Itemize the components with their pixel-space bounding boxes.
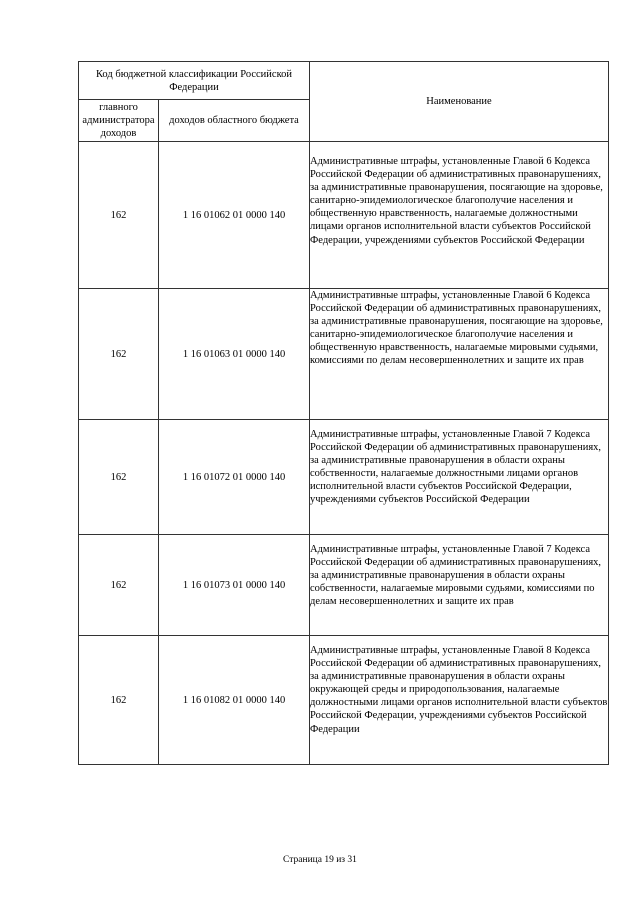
name-column-header: Наименование [310,62,609,142]
kbk-group-header: Код бюджетной классификации Российской Федерации [79,62,310,100]
income-code-cell: 1 16 01073 01 0000 140 [159,535,310,636]
admin-code-cell: 162 [79,420,159,535]
income-name-cell: Административные штрафы, установленные Главой 7 Кодекса Российской Федерации об административных правонарушениях, за административные правонарушения в области охраны собственности, налагаемые должностными лицами органов исполнительной власти субъектов Российской Федерации, учреждениями субъектов Российской Федерации [310,420,609,535]
income-name-cell: Административные штрафы, установленные Главой 6 Кодекса Российской Федерации об административных правонарушениях, за административные правонарушения, посягающие на здоровье, санитарно-эпидемиологическое благополучие населения и общественную нравственность, налагаемые должностными лицами органов исполнительной власти субъектов Российской Федерации, учреждениями субъектов Российской Федерации [310,142,609,289]
table-row [79,636,609,765]
income-code-cell: 1 16 01082 01 0000 140 [159,636,310,765]
page-number: Страница 19 из 31 [283,855,357,865]
table-row [79,142,609,289]
table-row [79,289,609,420]
table-header-row [79,62,609,100]
admin-code-cell: 162 [79,535,159,636]
table-row [79,420,609,535]
table-row [79,535,609,636]
income-name-cell: Административные штрафы, установленные Главой 8 Кодекса Российской Федерации об административных правонарушениях, за административные правонарушения в области охраны окружающей среды и природопользования, налагаемые должностными лицами органов исполнительной власти субъектов Российской Федерации, учреждениями субъектов Российской Федерации [310,636,609,765]
budget-classification-table [78,61,609,765]
income-code-cell: 1 16 01072 01 0000 140 [159,420,310,535]
income-name-cell: Административные штрафы, установленные Главой 6 Кодекса Российской Федерации об административных правонарушениях, за административные правонарушения, посягающие на здоровье, санитарно-эпидемиологическое благополучие населения и общественную нравственность, налагаемые мировыми судьями, комиссиями по делам несовершеннолетних и защите их прав [310,289,609,420]
income-code-cell: 1 16 01062 01 0000 140 [159,142,310,289]
income-code-cell: 1 16 01063 01 0000 140 [159,289,310,420]
admin-code-cell: 162 [79,636,159,765]
income-column-header: доходов областного бюджета [159,100,310,142]
admin-code-cell: 162 [79,289,159,420]
admin-column-header: главного администратора доходов [79,100,159,142]
income-name-cell: Административные штрафы, установленные Главой 7 Кодекса Российской Федерации об административных правонарушениях, за административные правонарушения в области охраны собственности, налагаемые мировыми судьями, комиссиями по делам несовершеннолетних и защите их прав [310,535,609,636]
admin-code-cell: 162 [79,142,159,289]
